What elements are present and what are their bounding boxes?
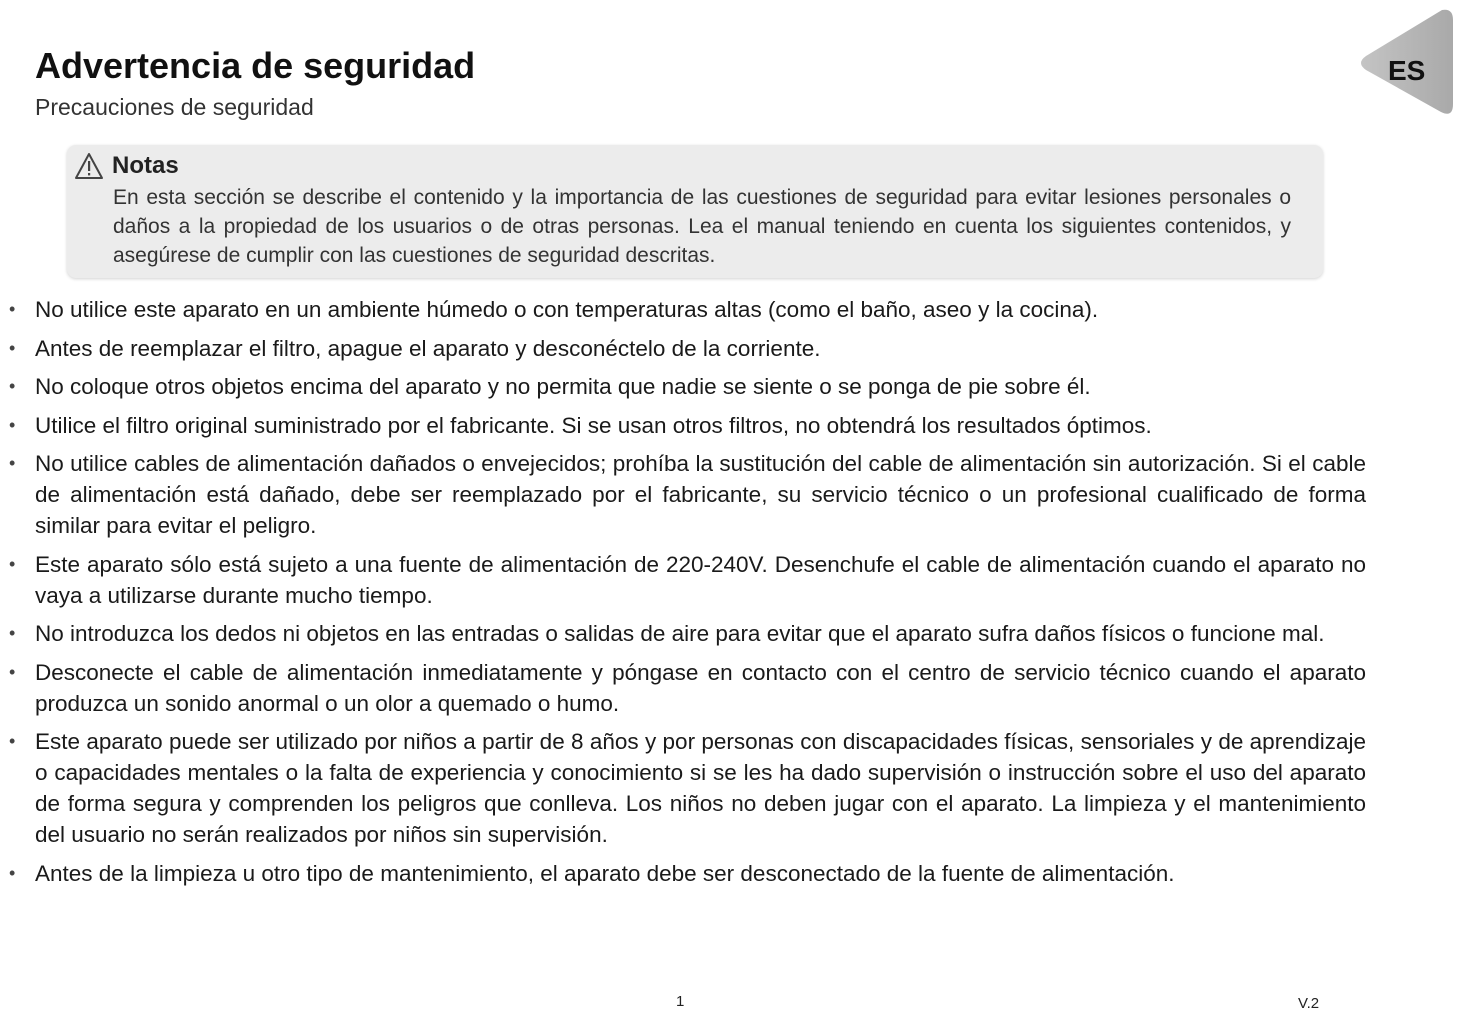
page-number: 1 bbox=[676, 993, 685, 1010]
bullet-dot-icon: • bbox=[9, 731, 16, 751]
list-item: • Desconecte el cable de alimentación inmediatamente y póngase en contacto con el centro de servicio técnico cuando el aparato produzca un sonido anormal o un olor a quemado o humo. bbox=[0, 657, 1366, 719]
bullet-dot-icon: • bbox=[9, 862, 16, 883]
list-item: • Este aparato sólo está sujeto a una fuente de alimentación de 220-240V. Desenchufe el cable de alimentación cuando el aparato no vaya a utilizarse durante mucho tiempo. bbox=[0, 549, 1366, 611]
page-title: Advertencia de seguridad bbox=[35, 45, 476, 86]
bullet-dot-icon: • bbox=[9, 661, 16, 682]
list-item: • Este aparato puede ser utilizado por niños a partir de 8 años y por personas con discapacidades físicas, sensoriales y de aprendizaje o capacidades mentales o la falta de experiencia y conocimiento si se les ha dado supervisión o instrucción sobre el uso del aparato de forma segura y comprenden los peligros que conlleva. Los niños no deben jugar con el aparato. La limpieza y el mantenimiento del usuario no serán realizados por niños sin supervisión. bbox=[0, 726, 1366, 850]
list-item: • No utilice cables de alimentación dañados o envejecidos; prohíba la sustitución del cable de alimentación sin autorización. Si el cable de alimentación está dañado, debe ser reemplazado por el fabricante, su servicio técnico o un profesional cualificado de forma similar para evitar el peligro. bbox=[0, 448, 1366, 541]
bullet-dot-icon: • bbox=[9, 376, 16, 396]
notes-body: En esta sección se describe el contenido y la importancia de las cuestiones de seguridad para evitar lesiones personales o daños a la propiedad de los usuarios o de otras personas. Lea el manual teniendo en cuenta los siguientes contenidos, y asegúrese de cumplir con las cuestiones de seguridad descritas. bbox=[113, 186, 1291, 267]
language-tab bbox=[1356, 8, 1456, 118]
notes-box bbox=[67, 145, 1323, 278]
language-label: ES bbox=[1388, 55, 1426, 86]
notes-header bbox=[74, 151, 179, 181]
list-item: • No utilice este aparato en un ambiente húmedo o con temperaturas altas (como el baño, aseo y la cocina). bbox=[0, 294, 1366, 325]
bullet-dot-icon: • bbox=[9, 337, 16, 358]
notes-title: Notas bbox=[112, 152, 179, 179]
list-item: • No coloque otros objetos encima del aparato y no permita que nadie se siente o se ponga de pie sobre él. bbox=[0, 371, 1366, 402]
bullet-dot-icon: • bbox=[9, 623, 16, 643]
safety-list bbox=[0, 294, 1366, 896]
bullet-dot-icon: • bbox=[9, 553, 16, 574]
bullet-dot-icon: • bbox=[9, 414, 16, 435]
list-item: • Antes de la limpieza u otro tipo de mantenimiento, el aparato debe ser desconectado de la fuente de alimentación. bbox=[0, 858, 1366, 889]
version-label: V.2 bbox=[1298, 995, 1320, 1012]
list-item: • Antes de reemplazar el filtro, apague el aparato y desconéctelo de la corriente. bbox=[0, 333, 1366, 364]
list-item: • Utilice el filtro original suministrado por el fabricante. Si se usan otros filtros, no obtendrá los resultados óptimos. bbox=[0, 410, 1366, 441]
page-subtitle: Precauciones de seguridad bbox=[35, 94, 314, 120]
list-item: • No introduzca los dedos ni objetos en las entradas o salidas de aire para evitar que el aparato sufra daños físicos o funcione mal. bbox=[0, 618, 1366, 649]
bullet-dot-icon: • bbox=[9, 453, 16, 473]
warning-triangle-icon bbox=[74, 152, 104, 180]
bullet-dot-icon: • bbox=[9, 299, 16, 319]
